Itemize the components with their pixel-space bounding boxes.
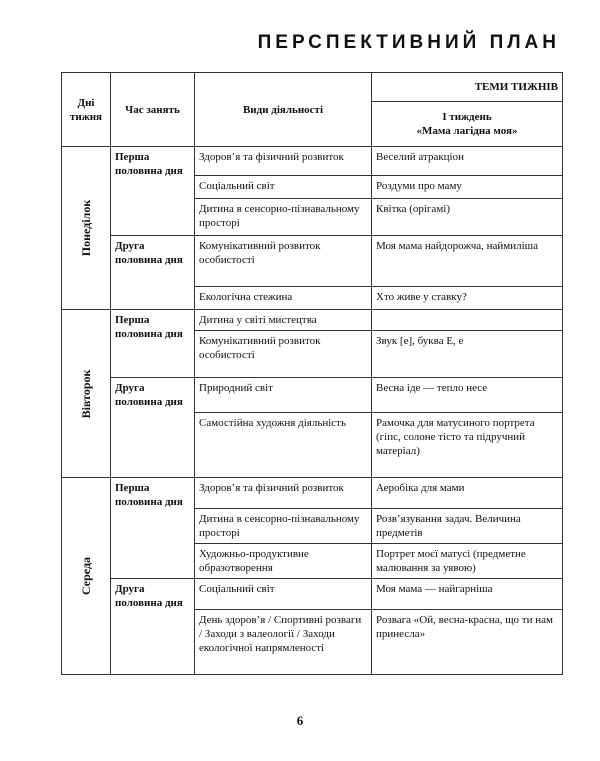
activity-cell: Дитина в сенсорно-пізнавальному просторі — [195, 199, 372, 236]
half-label: Друга половина дня — [111, 378, 195, 478]
half-label: Друга половина дня — [111, 579, 195, 675]
activity-cell: Художньо-продуктивне образотворення — [195, 544, 372, 579]
theme-cell: Розвага «Ой, весна-красна, що ти нам принесла» — [372, 610, 563, 675]
activity-cell: Здоров’я та фізичний розвиток — [195, 147, 372, 176]
activity-cell: Соціальний світ — [195, 579, 372, 610]
page-number: 6 — [296, 713, 304, 728]
activity-cell: Комунікативний розвиток особистості — [195, 331, 372, 378]
activity-cell: Самостійна художня діяльність — [195, 413, 372, 478]
half-label: Перша половина дня — [111, 147, 195, 236]
theme-cell: Весна іде — тепло несе — [372, 378, 563, 413]
activity-cell: Екологічна стежина — [195, 287, 372, 310]
half-label: Перша половина дня — [111, 478, 195, 579]
week-theme: «Мама лагідна моя» — [416, 125, 518, 137]
activity-cell: День здоров’я / Спортивні розваги / Заходи з валеології / Заходи екологічної напрямленості — [195, 610, 372, 675]
day-monday: Понеділок — [62, 147, 111, 310]
day-wednesday: Середа — [62, 478, 111, 675]
header-week — [372, 102, 563, 147]
theme-cell — [372, 310, 563, 331]
theme-cell: Розв’язування задач. Величина предметів — [372, 509, 563, 544]
plan-table — [61, 72, 563, 675]
theme-cell: Роздуми про маму — [372, 176, 563, 199]
theme-cell: Портрет моєї матусі (предметне малювання за уявою) — [372, 544, 563, 579]
theme-cell: Веселий атракціон — [372, 147, 563, 176]
page-title: ПЕРСПЕКТИВНИЙ ПЛАН — [257, 32, 560, 53]
header-time: Час занять — [111, 73, 195, 147]
theme-cell: Моя мама — найгарніша — [372, 579, 563, 610]
activity-cell: Соціальний світ — [195, 176, 372, 199]
half-label: Перша половина дня — [111, 310, 195, 378]
header-themes: ТЕМИ ТИЖНІВ — [372, 73, 563, 102]
activity-cell: Комунікативний розвиток особистості — [195, 236, 372, 287]
activity-cell: Природний світ — [195, 378, 372, 413]
activity-cell: Здоров’я та фізичний розвиток — [195, 478, 372, 509]
theme-cell: Хто живе у ставку? — [372, 287, 563, 310]
header-activities: Види діяльності — [195, 73, 372, 147]
theme-cell: Моя мама найдорожча, наймиліша — [372, 236, 563, 287]
activity-cell: Дитина в сенсорно-пізнавальному просторі — [195, 509, 372, 544]
activity-cell: Дитина у світі мистецтва — [195, 310, 372, 331]
header-days: Дні тижня — [62, 73, 111, 147]
half-label: Друга половина дня — [111, 236, 195, 310]
day-tuesday: Вівторок — [62, 310, 111, 478]
theme-cell: Аеробіка для мами — [372, 478, 563, 509]
theme-cell: Рамочка для матусиного портрета (гіпс, солоне тісто та підручний матеріал) — [372, 413, 563, 478]
theme-cell: Звук [е], буква Е, е — [372, 331, 563, 378]
week-label: І тиждень — [442, 111, 492, 123]
theme-cell: Квітка (орігамі) — [372, 199, 563, 236]
